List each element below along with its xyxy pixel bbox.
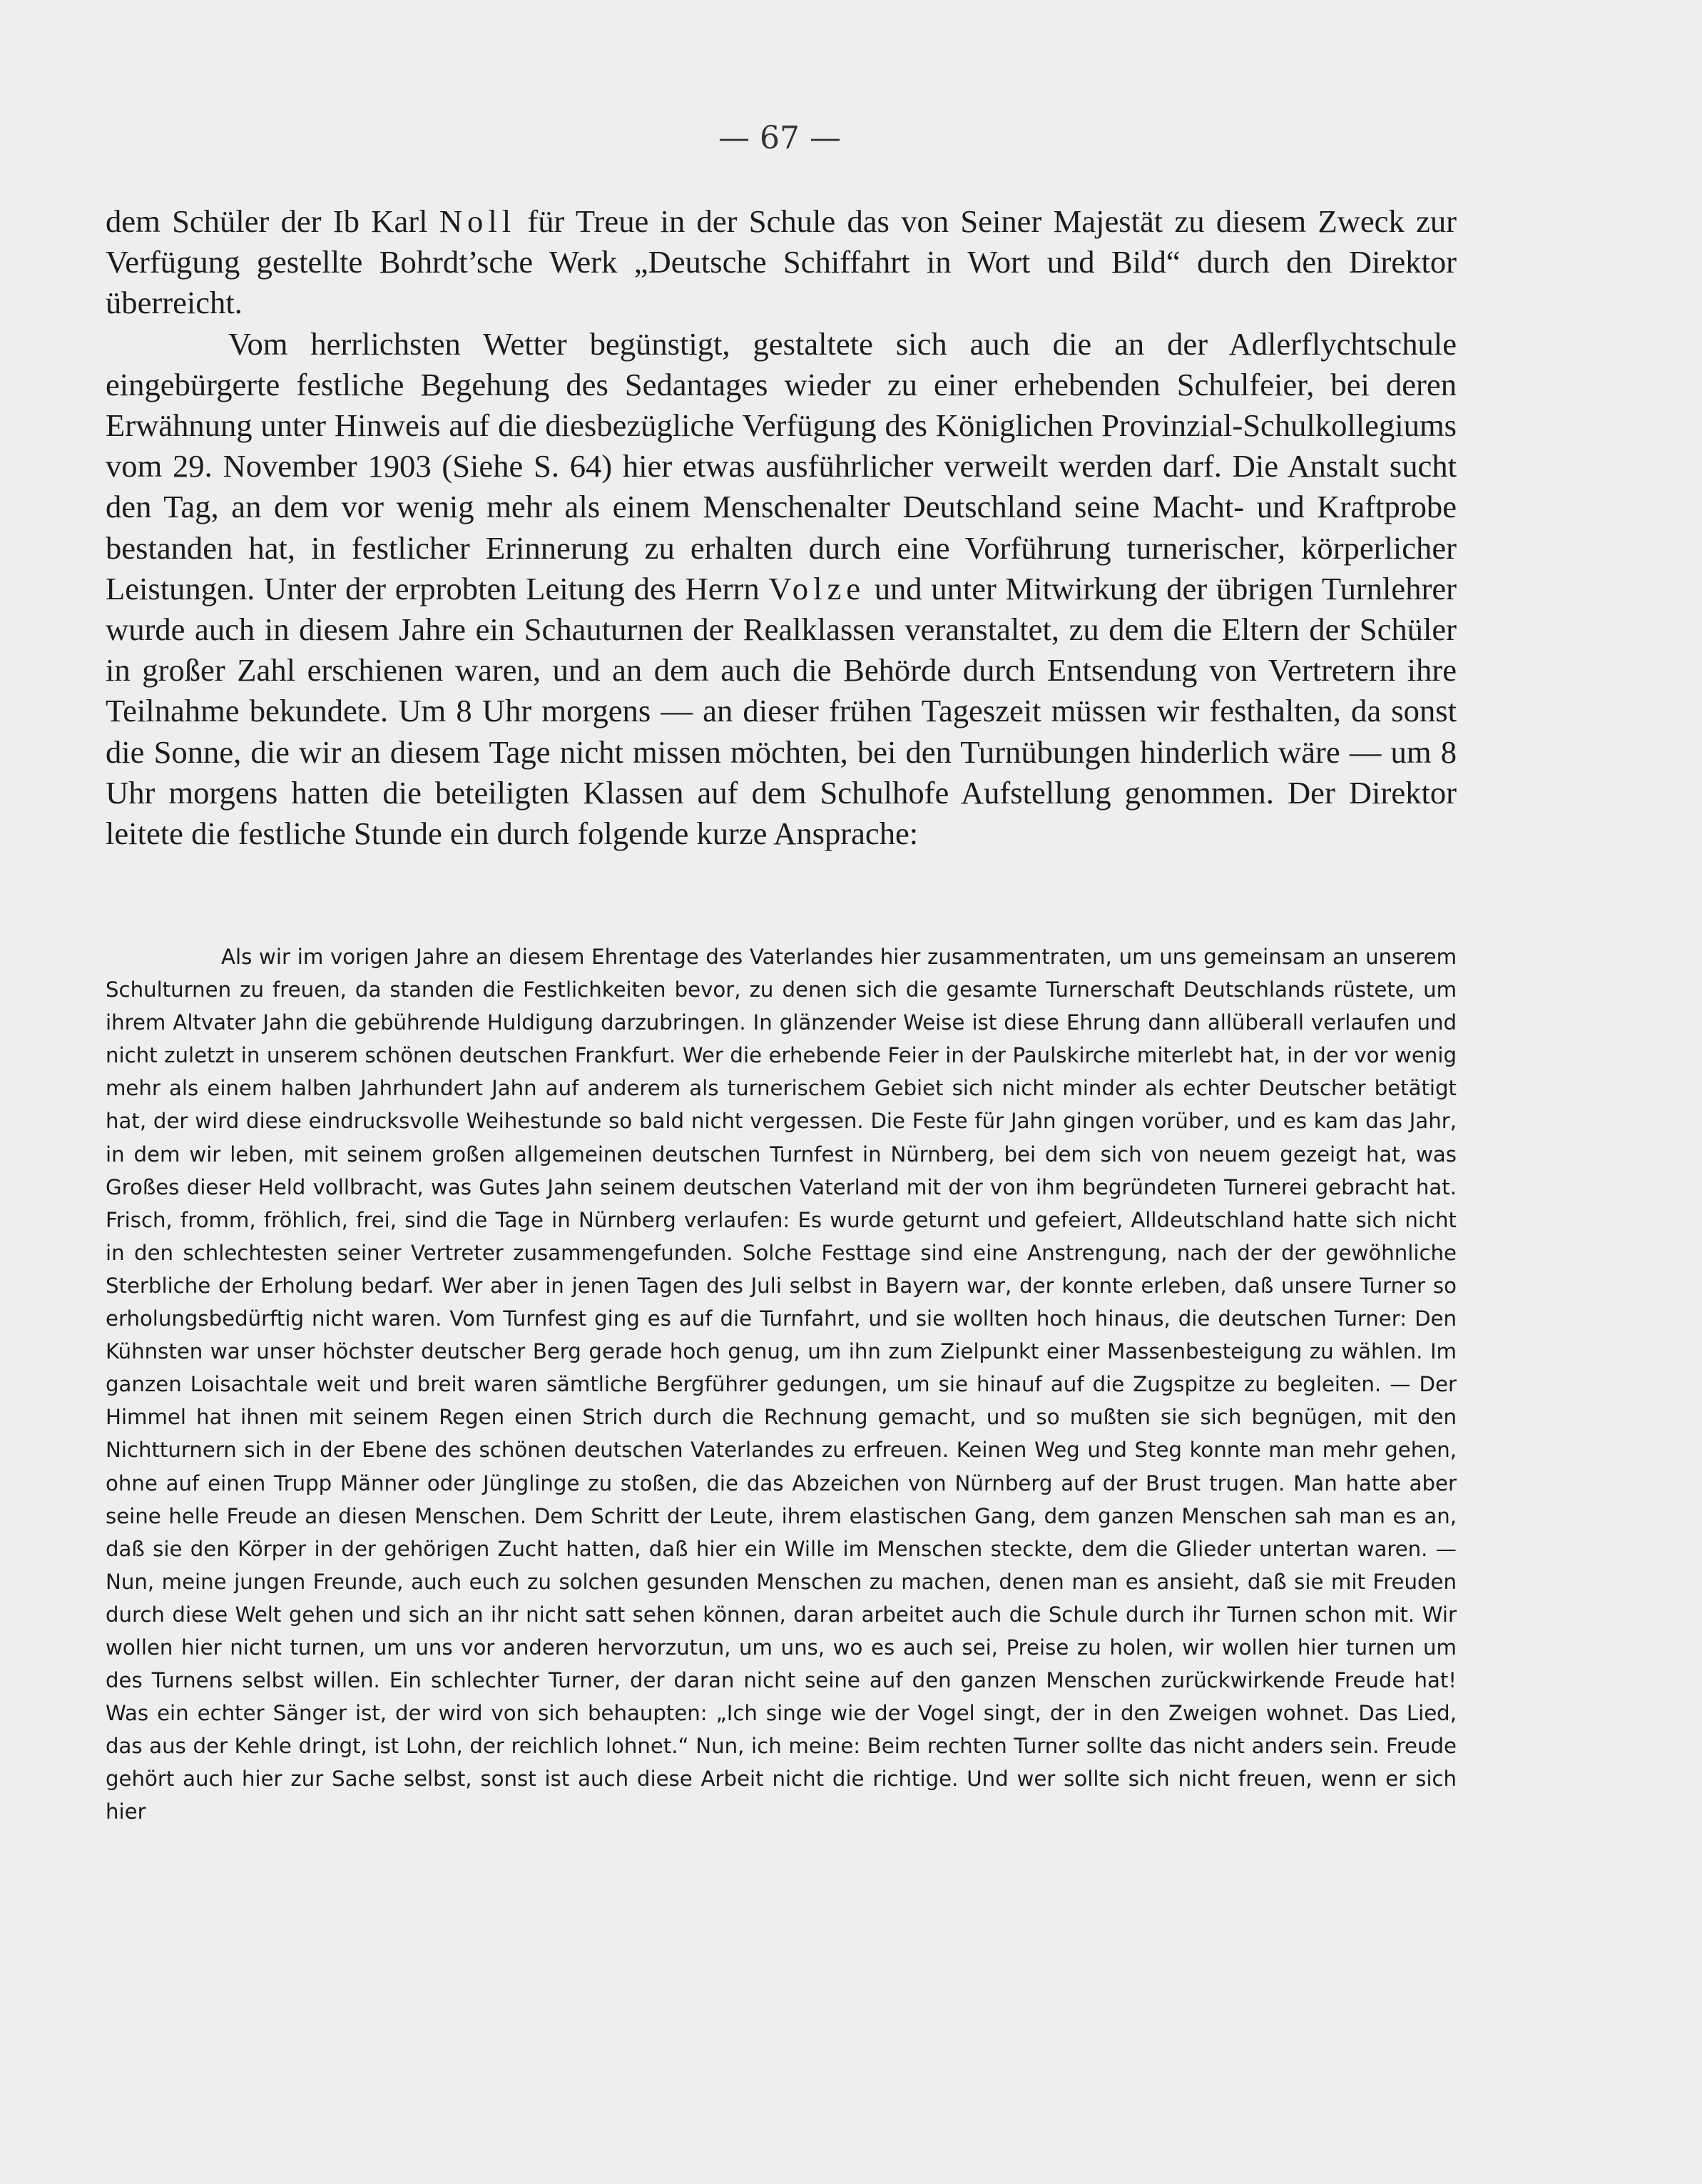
paragraph-sedan-text-2: und unter Mitwirkung der übrigen Turnlehrer wurde auch in diesem Jahre ein Schauturnen der Realklassen veranstaltet, zu dem die Eltern der Schüler in großer Zahl erschienen waren, und an dem auch die Behörde durch Entsendung von Vertretern ihre Teilnahme bekundete. Um 8 Uhr morgens — an dieser frühen Tageszeit müssen wir festhalten, da sonst die Sonne, die wir an diesem Tage nicht missen möchten, bei den Turnübungen hinderlich wäre — um 8 Uhr morgens hatten die beteiligten Klassen auf dem Schulhofe Aufstellung genommen. Der Direktor leitete die festliche Stunde ein durch folgende kurze Ansprache: xyxy=(106,570,1457,852)
paragraph-award xyxy=(106,201,1457,324)
paragraph-award-text-1: dem Schüler der Ib Karl xyxy=(106,203,439,239)
speech-text: Als wir im vorigen Jahre an diesem Ehrentage des Vaterlandes hier zusammentraten, um uns gemeinsam an unserem Schulturnen zu freuen, da standen die Festlichkeiten bevor, zu denen sich die gesamte Turnerschaft Deutschlands rüstete, um ihrem Altvater Jahn die gebührende Huldigung darzubringen. In glänzender Weise ist diese Ehrung dann allüberall verlaufen und nicht zuletzt in unserem schönen deutschen Frankfurt. Wer die erhebende Feier in der Paulskirche miterlebt hat, in der vor wenig mehr als einem halben Jahrhundert Jahn auf anderem als turnerischem Gebiet sich nicht minder als echter Deutscher betätigt hat, der wird diese eindrucksvolle Weihestunde so bald nicht vergessen. Die Feste für Jahn gingen vorüber, und es kam das Jahr, in dem wir leben, mit seinem großen allgemeinen deutschen Turnfest in Nürnberg, bei dem sich von neuem gezeigt hat, was Großes dieser Held vollbracht, was Gutes Jahn seinem deutschen Vaterland mit der von ihm begründeten Turnerei gebracht hat. Frisch, fromm, fröhlich, frei, sind die Tage in Nürnberg verlaufen: Es wurde geturnt und gefeiert, Alldeutschland hatte sich nicht in den schlechtesten seiner Vertreter zusammengefunden. Solche Festtage sind eine Anstrengung, nach der der gewöhnliche Sterbliche der Erholung bedarf. Wer aber in jenen Tagen des Juli selbst in Bayern war, der konnte erleben, daß unsere Turner so erholungsbedürftig nicht waren. Vom Turnfest ging es auf die Turnfahrt, und sie wollten hoch hinaus, die deutschen Turner: Den Kühnsten war unser höchster deutscher Berg gerade hoch genug, um ihn zum Zielpunkt einer Massenbesteigung zu wählen. Im ganzen Loisachtale weit und breit waren sämtliche Bergführer gedungen, um sie hinauf auf die Zugspitze zu begleiten. — Der Himmel hat ihnen mit seinem Regen einen Strich durch die Rechnung gemacht, und so mußten sie sich begnügen, mit den Nichtturnern sich in der Ebene des schönen deutschen Vaterlandes zu erfreuen. Keinen Weg und Steg konnte man mehr gehen, ohne auf einen Trupp Männer oder Jünglinge zu stoßen, die das Abzeichen von Nürnberg auf der Brust trugen. Man hatte aber seine helle Freude an diesen Menschen. Dem Schritt der Leute, ihrem elastischen Gang, dem ganzen Menschen sah man es an, daß sie den Körper in der gehörigen Zucht hatten, daß hier ein Wille im Menschen steckte, dem die Glieder untertan waren. — Nun, meine jungen Freunde, auch euch zu solchen gesunden Menschen zu machen, denen man es ansieht, daß sie mit Freuden durch diese Welt gehen und sich an ihr nicht satt sehen können, daran arbeitet auch die Schule durch ihr Turnen schon mit. Wir wollen hier nicht turnen, um uns vor anderen hervorzutun, um uns, wo es auch sei, Preise zu holen, wir wollen hier turnen um des Turnens selbst willen. Ein schlechter Turner, der daran nicht seine auf den ganzen Menschen zurückwirkende Freude hat! Was ein echter Sänger ist, der wird von sich behaupten: „Ich singe wie der Vogel singt, der in den Zweigen wohnet. Das Lied, das aus der Kehle dringt, ist Lohn, der reichlich lohnet.“ Nun, ich meine: Beim rechten Turner sollte das nicht anders sein. Freude gehört auch hier zur Sache selbst, sonst ist auch diese Arbeit nicht die richtige. Und wer sollte sich nicht freuen, wenn er sich hier xyxy=(106,945,1457,1824)
teacher-name: Volze xyxy=(768,570,866,606)
page-number: — 67 — xyxy=(718,120,841,156)
paragraph-sedan-text-1: Vom herrlichsten Wetter begünstigt, gestaltete sich auch die an der Adlerflychtschule eingebürgerte festliche Begehung des Sedantages wieder zu einer erhebenden Schulfeier, bei deren Erwähnung unter Hinweis auf die diesbezügliche Verfügung des Königlichen Provinzial-Schulkollegiums vom 29. November 1903 (Siehe S. 64) hier etwas ausführlicher verweilt werden darf. Die Anstalt sucht den Tag, an dem vor wenig mehr als einem Menschenalter Deutschland seine Macht- und Kraftprobe bestanden hat, in festlicher Erinnerung zu erhalten durch eine Vorführung turnerischer, körperlicher Leistungen. Unter der erprobten Leitung des Herrn xyxy=(106,325,1457,606)
paragraph-sedan-day xyxy=(106,324,1457,855)
paragraph-award-text-2: für Treue in der Schule das von Seiner Majestät zu diesem Zweck zur Verfügung gestellte Bohrdt’sche Werk „Deutsche Schiffahrt in Wort und Bild“ durch den Direktor überreicht. xyxy=(106,203,1457,321)
speech-quote xyxy=(106,940,1457,1829)
main-text xyxy=(106,201,1457,854)
student-name: Noll xyxy=(439,203,516,239)
